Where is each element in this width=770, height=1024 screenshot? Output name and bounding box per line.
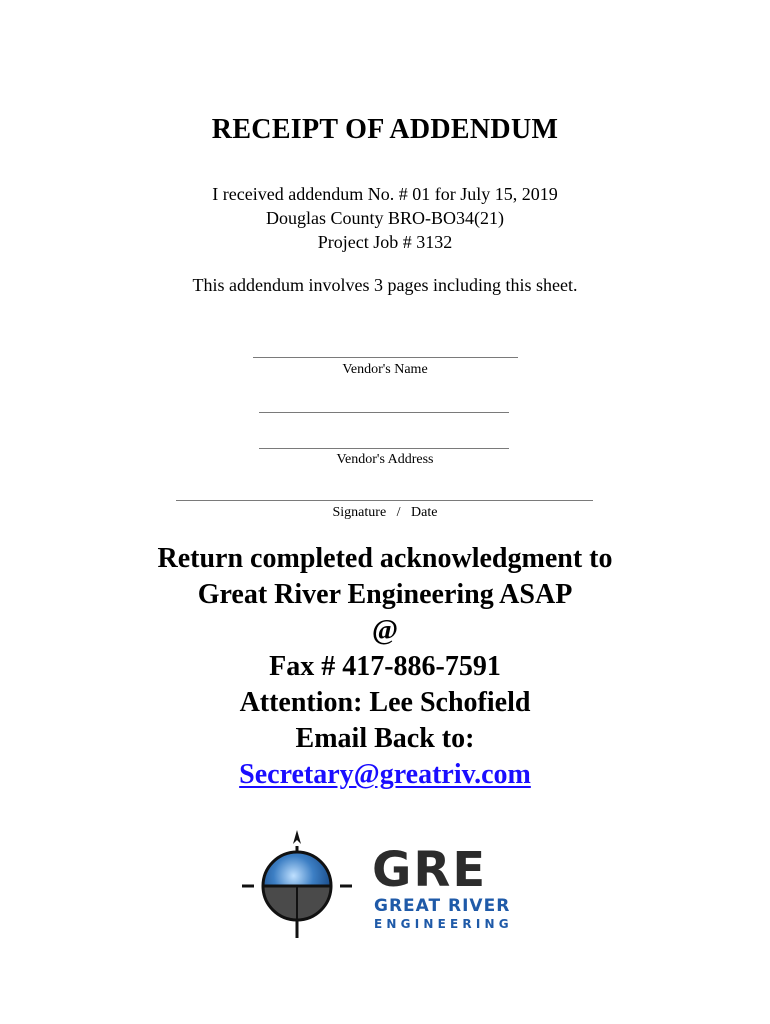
logo-company-text: GREAT RIVER [374, 896, 511, 916]
vendor-name-line [253, 357, 518, 358]
project-name: Douglas County BRO-BO34(21) [266, 208, 504, 228]
vendor-address-label: Vendor's Address [336, 452, 434, 467]
attention-line: Attention: Lee Schofield [239, 687, 531, 718]
return-line-2: Great River Engineering ASAP [197, 579, 573, 610]
job-number: Project Job # 3132 [317, 232, 453, 252]
vendor-address-line-1 [259, 412, 509, 413]
email-link[interactable]: Secretary@greatriv.com [239, 759, 531, 790]
vendor-name-label: Vendor's Name [342, 362, 428, 377]
fax-number: Fax # 417-886-7591 [269, 651, 501, 682]
gre-logo [240, 828, 540, 950]
pages-note: This addendum involves 3 pages including this sheet. [192, 275, 578, 295]
document-title: RECEIPT OF ADDENDUM [211, 114, 559, 145]
compass-globe-icon [240, 828, 540, 950]
addendum-line: I received addendum No. # 01 for July 15, 2019 [212, 184, 558, 204]
email-label: Email Back to: [295, 723, 475, 754]
signature-label: Signature / Date [332, 505, 438, 520]
signature-line [176, 500, 593, 501]
return-line-1: Return completed acknowledgment to [157, 543, 613, 574]
vendor-address-line-2 [259, 448, 509, 449]
gre-wordmark: GRE [372, 842, 488, 898]
logo-tagline-text: ENGINEERING [374, 917, 513, 931]
return-at-symbol: @ [371, 615, 399, 646]
